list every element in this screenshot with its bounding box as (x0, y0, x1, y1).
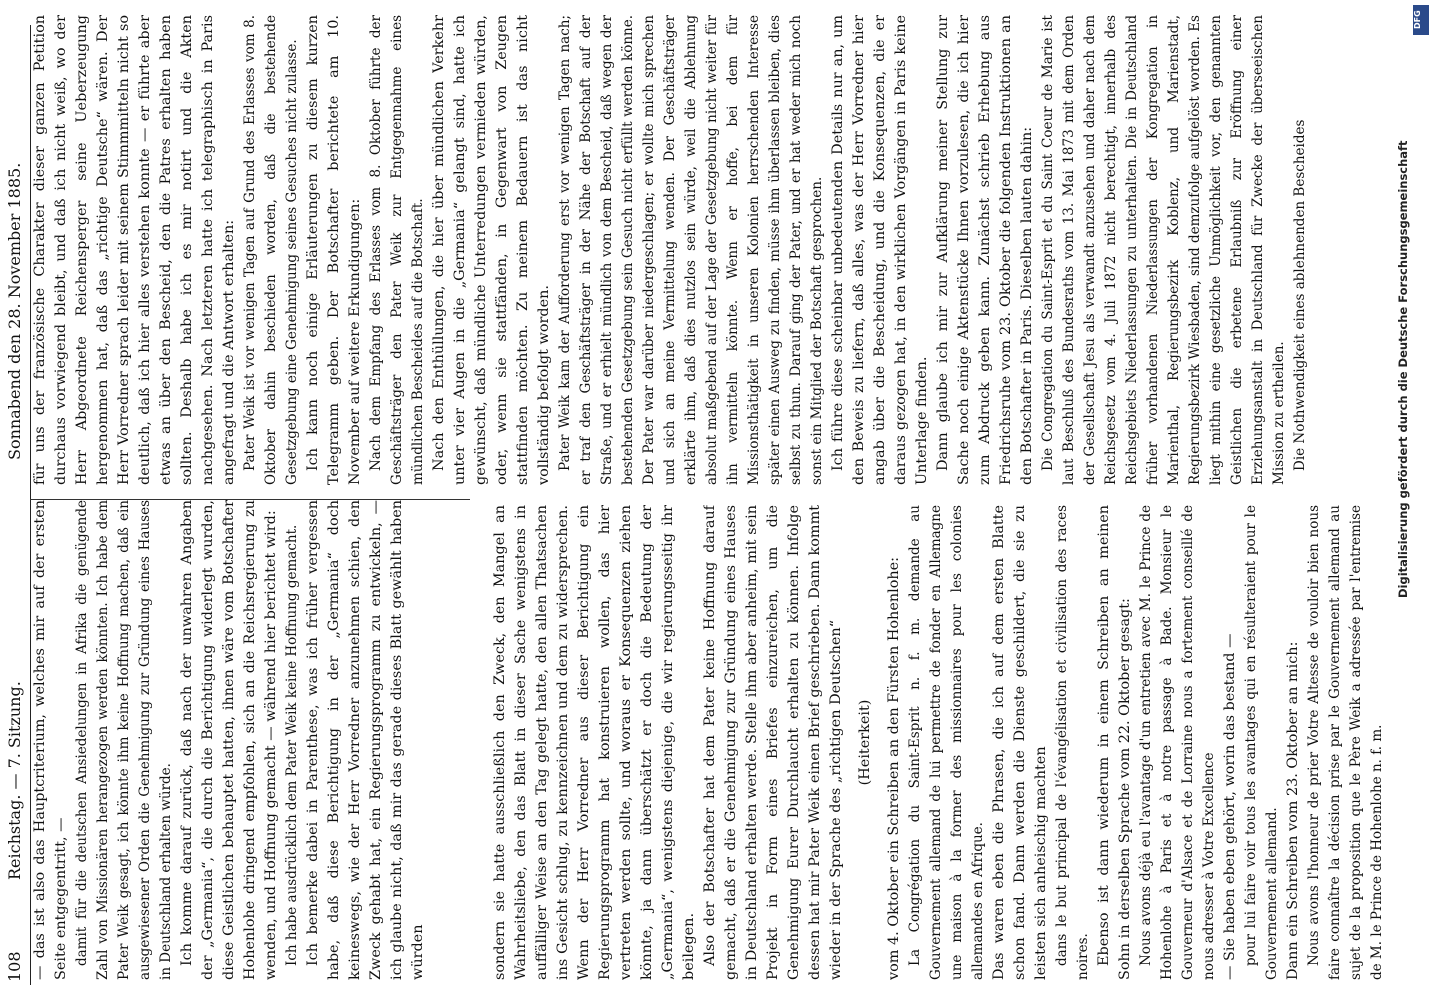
paragraph: Dann ein Schreiben vom 23. Oktober an mich: (1285, 641, 1301, 980)
right-column (30, 15, 1390, 485)
french-quote: pour lui faire voir tous les avantages qui en résulteraient pour le Gouvernement allemand. (1243, 505, 1280, 980)
quoted-passage: Pater Weik ist vor wenigen Tagen auf Grund des Erlasses vom 8. Oktober dahin beschieden worden, daß die bestehende Gesetzgebung eine Genehmigung seines Gesuches nicht zulasse. (242, 15, 300, 485)
paragraph: Also der Botschafter hat dem Pater keine Hoffnung darauf gemacht, daß er die Genehmigung zur Gründung eines Hauses in Deutschland erhalten werde. Stelle ihm aber anheim, mit sein Projekt in Form eines Briefes einzureichen, um die Genehmigung Eurer Durchlaucht erhalten zu können. Infolge dessen hat mir Pater Weik einen Brief geschrieben. Dann kommt wieder in der Sprache des „richtigen Deutschen“ (702, 505, 844, 980)
session-title: Reichstag. — 7. Sitzung. (5, 681, 24, 880)
page-number: 108 (5, 951, 24, 982)
quoted-passage: Pater Weik kam der Aufforderung erst vor wenigen Tagen nach; er traf den Geschäftsträger in der Nähe der Botschaft auf der Straße, und er erhielt mündlich von dem Bescheid, daß wegen der bestehenden Gesetzgebung sein Gesuch nicht erfüllt werden könne. Der Pater war darüber niedergeschlagen; er wollte mich sprechen und sich an meine Vermittelung wenden. Der Geschäftsträger erklärte ihm, daß dies nutzlos sein würde, weil die Ablehnung absolut maßgebend auf der Lage der Gesetzgebung nicht weiter für ihn vermitteln könnte. Wenn er hoffe, bei dem für Missionsthätigkeit in unseren Kolonien herrschenden Interesse später einen Ausweg zu finden, müsse ihm überlassen bleiben, dies selbst zu thun. Darauf ging der Pater, und er hat weder mich noch sonst ein Mitglied der Botschaft gesprochen. (557, 15, 825, 485)
paragraph: vom 4. Oktober ein Schreiben an den Fürsten Hohenlohe: (886, 557, 902, 980)
paragraph: für uns der französische Charakter dieser ganzen Petition durchaus vorwiegend bleibt, und daß ich nicht weiß, wo der Herr Abgeordnete Reichensperger seine Ueberzeugung hergenommen hat, daß das „richtige Deutsche“ wären. Der Herr Vorredner sprach leider mit seinem Stimmmitteln nicht so deutlich, daß ich hier alles verstehen konnte — er führte aber etwas an über den Bescheid, den die Patres erhalten haben sollten. Deshalb habe ich es mir notirt und die Akten nachgesehen. Nach letzteren hatte ich telegraphisch in Paris angefragt und die Antwort erhalten: (32, 15, 237, 485)
french-quote: Nous avons déjà eu l'avantage d'un entretien avec M. le Prince de Hohenlohe à Paris et à notre passage à Bade. Monsieur le Gouverneur d'Alsace et de Lorraine nous a fortement conseillé de nous adresser à Votre Excellence (1138, 505, 1217, 980)
french-quote: dans le but principal de l'évangélisation et civilisation des races noires. (1054, 505, 1091, 980)
paragraph: Ebenso ist dann wiederum in einem Schreiben an meinen Sohn in derselben Sprache vom 22. Oktober gesagt: (1096, 505, 1133, 980)
paragraph: Dann glaube ich mir zur Aufklärung meiner Stellung zur Sache noch einige Aktenstücke Ihnen vorzulesen, die ich hier zum Abdruck geben kann. Zunächst schrieb Erhebung aus Friedrichsruhe vom 23. Oktober die folgenden Instruktionen an den Botschafter in Paris. Dieselben lauten dahin: (935, 15, 1035, 485)
paragraph: — Sie haben eben gehört, worin das bestand — (1222, 633, 1238, 980)
interjection: (Heiterkeit) (857, 699, 873, 786)
french-quote: Nous avons l'honneur de prier Votre Altesse de vouloir bien nous faire connaître la décision prise par le Gouvernement allemand au sujet de la proposition que le Père Weik a adressée par l'entremise de M. le Prince de Hohenlohe n. f. m. (1306, 505, 1385, 980)
paragraph: Ich kann noch einige Erläuterungen zu diesem kurzen Telegramm geben. Der Botschafter berichtete am 10. November auf weitere Erkundigungen: (305, 15, 363, 485)
column-divider (30, 499, 470, 500)
left-column (490, 505, 1430, 980)
paragraph: — das ist also das Hauptcriterium, welches mir auf der ersten Seite entgegentritt, — (32, 500, 69, 980)
paragraph: sondern sie hatte ausschließlich den Zweck, den Mangel an Wahrheitsliebe, den das Blatt in dieser Sache wenigstens in auffälliger Weise an den Tag gelegt hatte, den allen Thatsachen ins Gesicht schlug, zu kennzeichnen und dem zu widersprechen. Wenn der Herr Vorredner aus dieser Berichtigung ein Regierungsprogramm hat konstruieren wollen, das hier vertreten werden sollte, und woraus er Konsequenzen ziehen könnte, ja dann überschätzt er doch die Bedeutung der „Germania“, wenigstens diejenige, die wir regierungsseitig ihr beilegen. (492, 505, 697, 980)
paragraph: Das waren eben die Phrasen, die ich auf dem ersten Blatte schon fand. Dann werden die Dienste geschildert, die sie zu leisten sich anheischig machten (991, 505, 1049, 980)
page-header (5, 0, 29, 1000)
french-quote: La Congrégation du Saint-Esprit n. f. m. demande au Gouvernement allemand de lui permettre de fonder en Allemagne une maison à la former des missionnaires pour les colonies allemandes en Afrique. (907, 505, 986, 980)
quoted-passage: damit für die deutschen Ansiedelungen in Afrika die genügende Zahl von Missionären herangezogen werden könnten. Ich habe dem Pater Weik gesagt, ich könnte ihm keine Hoffnung machen, daß ein ausgewiesener Orden die Genehmigung zur Gründung eines Hauses in Deutschland erhalten würde. (74, 500, 174, 980)
dfg-logo: DFG (1413, 5, 1429, 35)
left-top-block (30, 500, 470, 980)
paragraph: Ich komme darauf zurück, daß nach der unwahren Angaben der „Germania“, die durch die Berichtigung widerlegt wurden, diese Geistlichen behauptet hatten, ihnen wäre vom Botschafter Hohenlohe dringend empfohlen, sich an die Reichsregierung zu wenden, und Hoffnung gemacht — während hier berichtet wird: (179, 500, 279, 980)
session-date: Sonnabend den 28. November 1885. (5, 162, 24, 460)
quoted-passage: Die Congregation du Saint-Esprit et du Saint Coeur de Marie ist laut Beschluß des Bundesraths vom 13. Mai 1873 mit dem Orden der Gesellschaft Jesu als verwandt anzusehen und daher nach dem Reichsgesetz vom 4. Juli 1872 nicht berechtigt, innerhalb des Reichsgebiets Niederlassungen zu unterhalten. Die in Deutschland früher vorhandenen Niederlassungen der Kongregation in Marienthal, Regierungsbezirk Koblenz, und Marienstadt, Regierungsbezirk Wiesbaden, sind demzufolge aufgelöst worden. Es liegt mithin eine gesetzliche Unmöglichkeit vor, den genannten Geistlichen die erbetene Erlaubniß zur Eröffnung einer Erziehungsanstalt in Deutschland für Zwecke der überseeischen Mission zu ertheilen. (1040, 15, 1287, 485)
quoted-passage: Nach dem Empfang des Erlasses vom 8. Oktober führte der Geschäftsträger den Pater Weik zur Entgegennahme eines mündlichen Bescheides auf die Botschaft. (368, 15, 426, 485)
paragraph: Ich führe diese scheinbar unbedeutenden Details nur an, um den Beweis zu liefern, daß alles, was der Herr Vorredner hier angab über die Bescheidung, und die Konsequenzen, die er daraus gezogen hat, in den wirklichen Vorgängen in Paris keine Unterlage finden. (830, 15, 930, 485)
quoted-passage: Die Nothwendigkeit eines ablehnenden Bescheides (1292, 119, 1308, 471)
digitization-credit: Digitalisierung gefördert durch die Deutsche Forschungsgemeinschaft (1396, 140, 1410, 598)
quoted-passage: Ich habe ausdrücklich dem Pater Weik keine Hoffnung gemacht. (284, 524, 300, 966)
paragraph: Ich bemerke dabei in Parenthese, was ich früher vergessen habe, daß diese Berichtigung in der „Germania“ doch keineswegs, wie der Herr Vorredner anzunehmen schien, den Zweck gehabt hat, ein Regierungsprogramm zu entwickeln, — ich glaube nicht, daß mir das gerade dieses Blatt gewählt haben würden (305, 500, 426, 980)
paragraph: Nach den Enthüllungen, die hier über mündlichen Verkehr unter vier Augen in die „Germania“ gelangt sind, hatte ich gewünscht, daß mündliche Unterredungen vermieden würden, oder, wenn sie stattfänden, in Gegenwart von Zeugen stattfinden möchten. Zu meinem Bedauern ist das nicht vollständig befolgt worden. (431, 15, 552, 485)
